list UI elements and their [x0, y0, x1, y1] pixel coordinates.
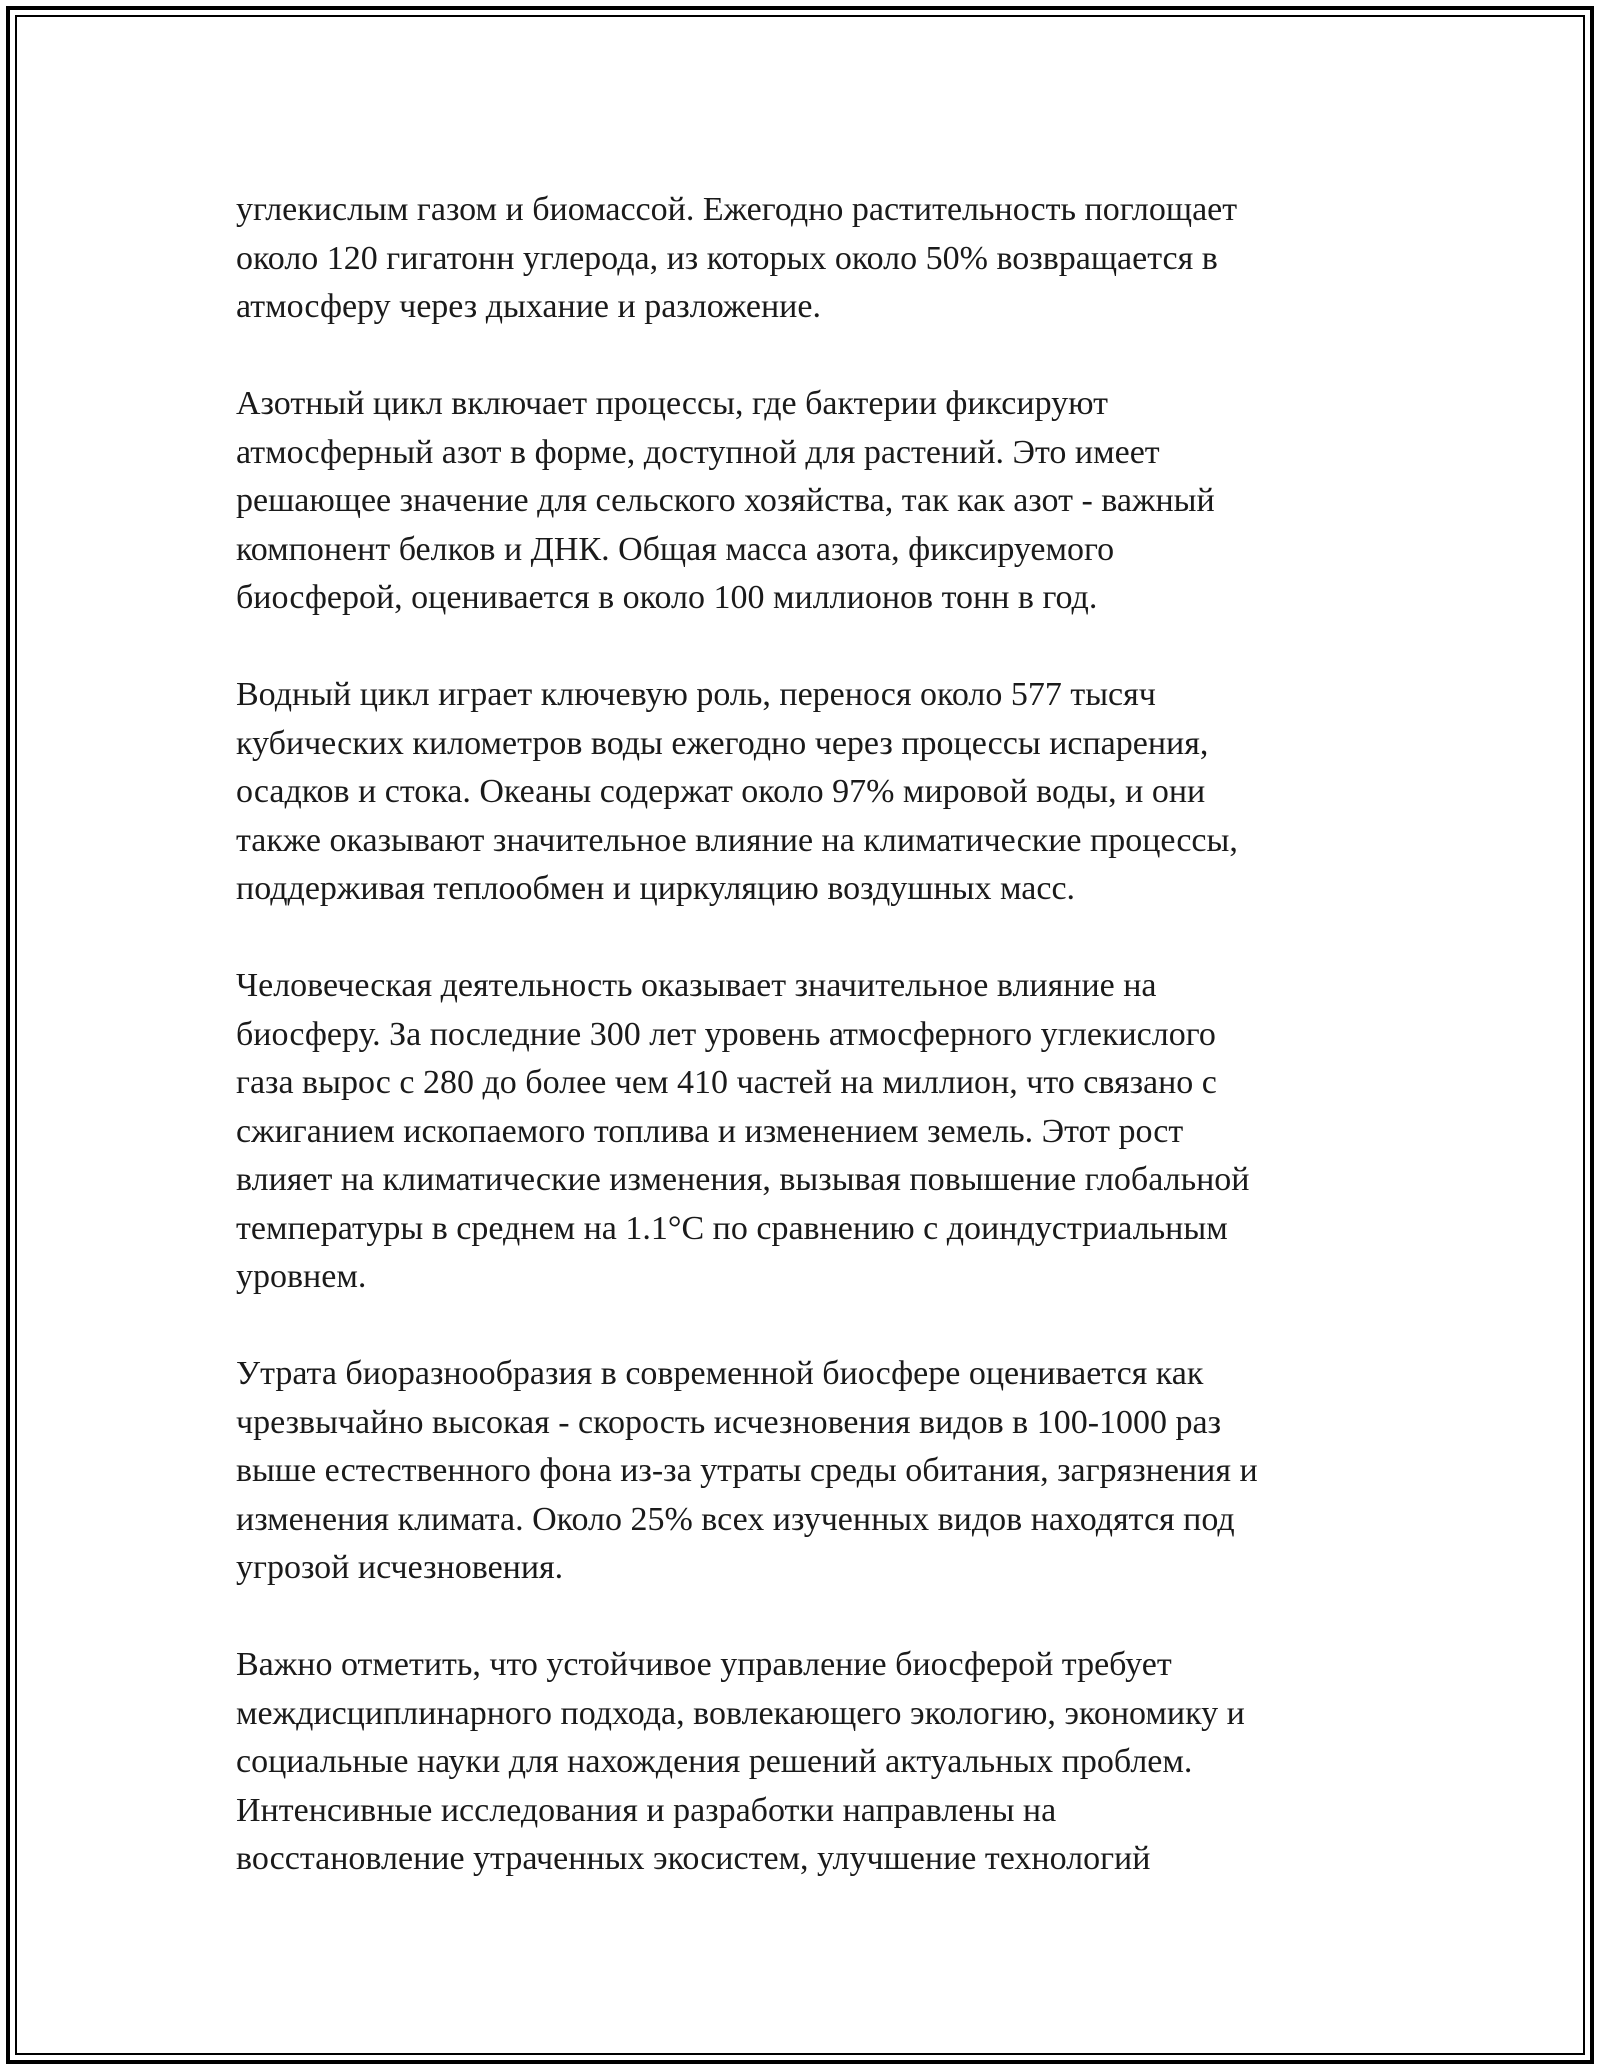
- text-line: кубических километров воды ежегодно через процессы испарения,: [236, 724, 1209, 762]
- text-line: восстановление утраченных экосистем, улучшение технологий: [236, 1840, 1151, 1877]
- text-line: осадков и стока. Океаны содержат около 97% мировой воды, и они: [236, 773, 1206, 810]
- text-line: компонент белков и ДНК. Общая масса азота, фиксируемого: [236, 530, 1115, 568]
- text-line: температуры в среднем на 1.1°C по сравнению с доиндустриальным: [236, 1209, 1228, 1247]
- text-line: также оказывают значительное влияние на климатические процессы,: [236, 821, 1238, 859]
- text-line: атмосферный азот в форме, доступной для растений. Это имеет: [236, 433, 1160, 471]
- text-line: газа вырос с 280 до более чем 410 частей на миллион, что связано с: [236, 1064, 1217, 1101]
- text-line: Интенсивные исследования и разработки направлены на: [236, 1791, 1057, 1829]
- text-line: Человеческая деятельность оказывает значительное влияние на: [236, 967, 1157, 1004]
- paragraph-nitrogen-cycle: [236, 380, 1396, 623]
- document-body: [236, 186, 1396, 1932]
- text-line: около 120 гигатонн углерода, из которых около 50% возвращается в: [236, 239, 1218, 277]
- text-line: Важно отметить, что устойчивое управление биосферой требует: [236, 1646, 1172, 1683]
- text-line: атмосферу через дыхание и разложение.: [236, 288, 821, 325]
- paragraph-sustainable-management: [236, 1641, 1396, 1884]
- text-line: поддерживая теплообмен и циркуляцию воздушных масс.: [236, 870, 1076, 907]
- paragraph-human-impact: [236, 962, 1396, 1302]
- paragraph-biodiversity-loss: [236, 1350, 1396, 1593]
- text-line: биосферу. За последние 300 лет уровень атмосферного углекислого: [236, 1015, 1216, 1053]
- text-line: социальные науки для нахождения решений актуальных проблем.: [236, 1743, 1193, 1780]
- text-line: Утрата биоразнообразия в современной биосфере оценивается как: [236, 1355, 1204, 1392]
- text-line: угрозой исчезновения.: [236, 1549, 564, 1586]
- text-line: Азотный цикл включает процессы, где бактерии фиксируют: [236, 385, 1108, 422]
- text-line: сжиганием ископаемого топлива и изменением земель. Этот рост: [236, 1112, 1184, 1150]
- text-line: выше естественного фона из-за утраты среды обитания, загрязнения и: [236, 1452, 1258, 1489]
- text-line: решающее значение для сельского хозяйства, так как азот - важный: [236, 482, 1215, 519]
- text-line: чрезвычайно высокая - скорость исчезновения видов в 100-1000 раз: [236, 1403, 1222, 1441]
- text-line: биосферой, оценивается в около 100 миллионов тонн в год.: [236, 579, 1098, 616]
- text-line: междисциплинарного подхода, вовлекающего экологию, экономику и: [236, 1694, 1245, 1732]
- text-line: влияет на климатические изменения, вызывая повышение глобальной: [236, 1161, 1250, 1198]
- paragraph-carbon-cycle: [236, 186, 1396, 332]
- text-line: изменения климата. Около 25% всех изученных видов находятся под: [236, 1500, 1235, 1538]
- paragraph-water-cycle: [236, 671, 1396, 914]
- text-line: Водный цикл играет ключевую роль, перенося около 577 тысяч: [236, 676, 1156, 713]
- text-line: углекислым газом и биомассой. Ежегодно растительность поглощает: [236, 191, 1238, 228]
- text-line: уровнем.: [236, 1258, 367, 1295]
